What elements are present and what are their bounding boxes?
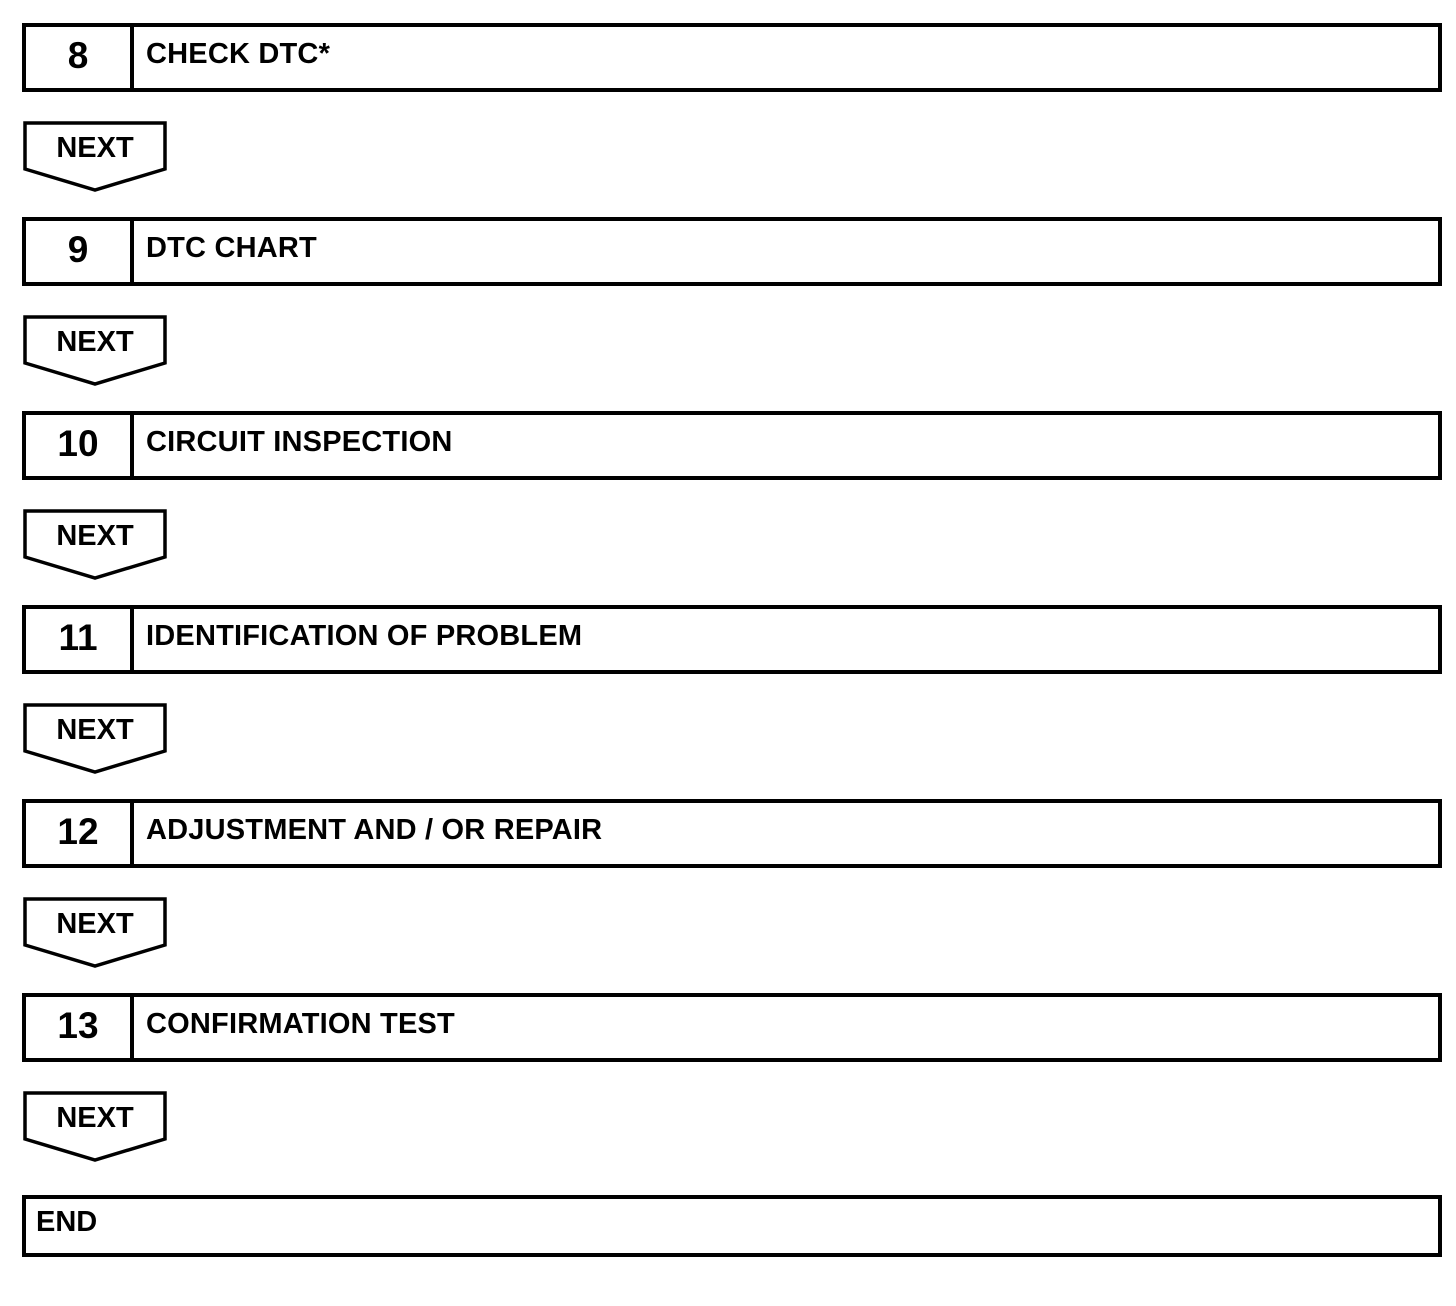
next-label: NEXT [56,714,134,746]
end-box [22,1195,1442,1257]
next-arrow [22,315,168,387]
step-box-9 [22,217,1442,286]
step-box-11 [22,605,1442,674]
next-arrow [22,1091,168,1163]
next-arrow [22,509,168,581]
step-number: 9 [26,221,134,282]
end-label: END [36,1205,98,1238]
step-number: 13 [26,997,134,1058]
step-box-13 [22,993,1442,1062]
next-label: NEXT [56,326,134,358]
step-label: DTC CHART [146,232,317,264]
step-box-8 [22,23,1442,92]
step-label: IDENTIFICATION OF PROBLEM [146,620,583,652]
next-label: NEXT [56,520,134,552]
next-arrow [22,897,168,969]
step-number: 11 [26,609,134,670]
next-arrow [22,703,168,775]
step-box-10 [22,411,1442,480]
next-label: NEXT [56,132,134,164]
next-label: NEXT [56,1102,134,1134]
next-arrow [22,121,168,193]
step-label: ADJUSTMENT AND / OR REPAIR [146,814,603,846]
step-number: 8 [26,27,134,88]
step-label: CIRCUIT INSPECTION [146,426,453,458]
step-number: 12 [26,803,134,864]
step-number: 10 [26,415,134,476]
step-label: CHECK DTC* [146,38,331,70]
next-label: NEXT [56,908,134,940]
step-label: CONFIRMATION TEST [146,1008,455,1040]
step-box-12 [22,799,1442,868]
